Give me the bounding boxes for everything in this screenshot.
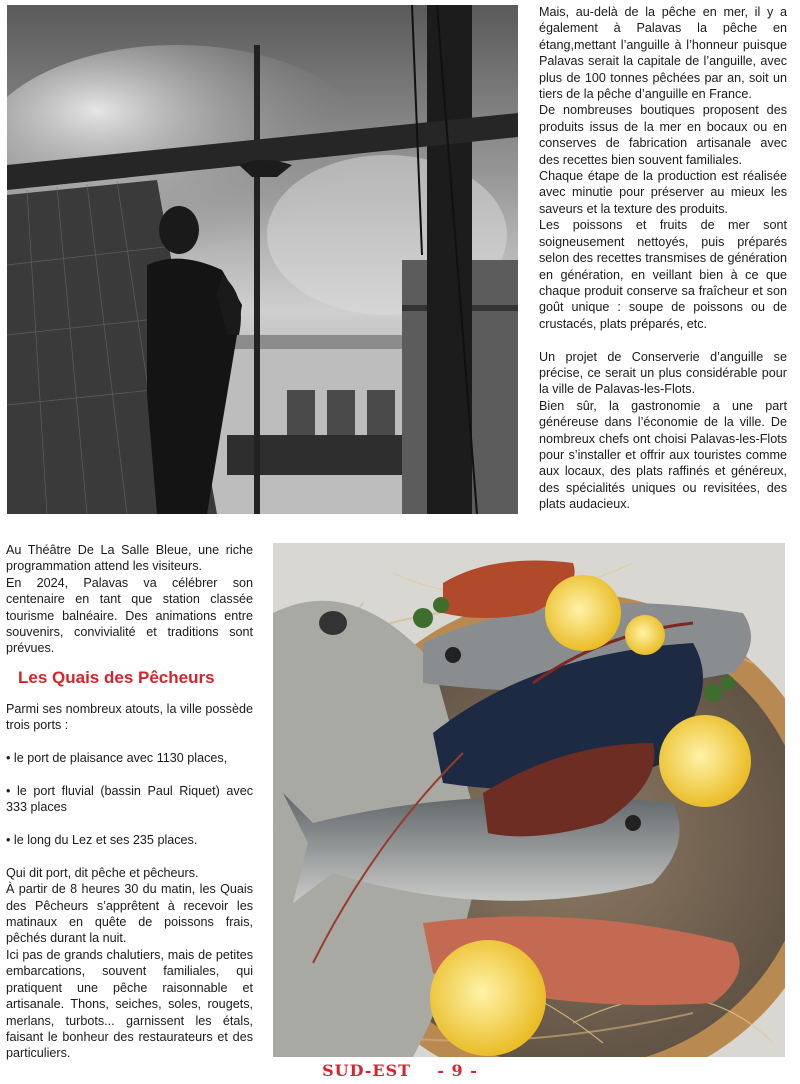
paragraph-port-peche: Qui dit port, dit pêche et pêcheurs. — [6, 865, 199, 880]
section-title: Les Quais des Pêcheurs — [18, 667, 215, 687]
fisherman-photo — [7, 5, 518, 514]
paragraph-ports-intro: Parmi ses nombreux atouts, la ville possède trois ports : — [6, 701, 253, 733]
article-right-column — [539, 4, 787, 513]
paragraph-quais: À partir de 8 heures 30 du matin, les Quais des Pêcheurs s’apprêtent à recevoir les matinaux en quête de poissons frais, pêchés durant la nuit. — [6, 882, 253, 946]
paragraph-conserverie: Un projet de Conserverie d’anguille se précise, ce serait un plus considérable pour la ville de Palavas-les-Flots. — [539, 349, 787, 397]
seafood-basket-photo — [273, 543, 785, 1057]
paragraph-eel-fishing: Mais, au-delà de la pêche en mer, il y a également à Palavas la pêche en étang,mettant l’anguille à l’honneur puisque Palavas serait la capitale de l’anguille, avec plus de 100 tonnes pêchées par an, soit un tiers de la pêche d’anguille en France. — [539, 5, 787, 102]
list-item-port-lez: • le long du Lez et ses 235 places. — [6, 833, 198, 848]
page-footer — [0, 1061, 800, 1080]
list-item-port-fluvial: • le port fluvial (bassin Paul Riquet) avec 333 places — [6, 783, 253, 815]
paragraph-petites-embarcations: Ici pas de grands chalutiers, mais de petites embarcations, souvent familiales, qui pratiquent une pêche raisonnable et artisanale. Thons, seiches, soles, rougets, merlans, turbots... garnissent les étals, faisant le bonheur des restaurateurs et des particuliers. — [6, 947, 253, 1061]
list-item-port-plaisance: • le port de plaisance avec 1130 places, — [6, 751, 228, 766]
page-number: - 9 - — [437, 1061, 478, 1080]
paragraph-boutiques: De nombreuses boutiques proposent des produits issus de la mer en bocaux ou en conserves de fabrication artisanale avec des recettes bien souvent familiales. — [539, 103, 787, 167]
paragraph-recipes: Les poissons et fruits de mer sont soigneusement nettoyés, puis préparés selon des recettes transmises de génération en génération, en veillant bien à ce que chaque produit conserve sa fraîcheur et son goût unique : soupe de poissons ou de crustacés, plats préparés, etc. — [539, 218, 787, 331]
article-left-column — [6, 542, 253, 1062]
paragraph-gastronomie: Bien sûr, la gastronomie a une part généreuse dans l’économie de la ville. De nombreux chefs ont choisi Palavas-les-Flots pour s’installer et offrir aux touristes comme aux locaux, des plats raffinés et généreux, des spécialités uniques ou revisitées, des plats audacieux. — [539, 398, 787, 512]
magazine-name: SUD-EST — [322, 1061, 412, 1080]
paragraph-theatre: Au Théâtre De La Salle Bleue, une riche programmation attend les visiteurs. — [6, 543, 253, 574]
paragraph-production: Chaque étape de la production est réalisée avec minutie pour préserver au mieux les saveurs et la texture des produits. — [539, 169, 787, 216]
paragraph-centenaire: En 2024, Palavas va célébrer son centenaire en tant que station classée tourisme balnéaire. Des animations entre souvenirs, convivialité et traditions sont prévues. — [6, 575, 253, 656]
